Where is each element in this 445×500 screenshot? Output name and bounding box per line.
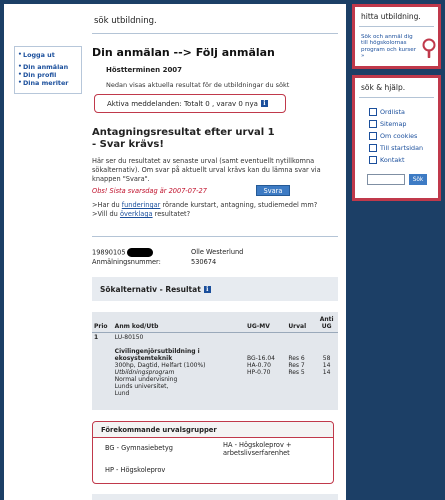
overklaga-link[interactable]: överklaga xyxy=(119,210,153,218)
sitemap-icon xyxy=(369,120,377,128)
bullet-icon: • xyxy=(18,71,22,78)
col-prio: Prio xyxy=(94,323,108,330)
table-row: 1 LU-80150 xyxy=(94,334,144,341)
hitta-link[interactable]: Sök och anmäl dig till högskolornas program och kurser » xyxy=(361,34,417,60)
nav-application[interactable]: • Din anmälan xyxy=(18,63,69,71)
questions: >Har du funderingar rörande kurstart, antagning, studiemedel mm? >Vill du överklaga resultatet? xyxy=(92,201,318,218)
help-links xyxy=(369,106,423,166)
table-row: Civilingenjörsutbildning i ekosystemteknik 300hp, Dagtid, Helfart (100%) Utbildningsprogram Normal undervisning Lunds universitet, Lund BG-16.04 HA-0.70 HP-0.70 Res 6 Res 7 Res 5 58 14 14 xyxy=(114,348,331,397)
hitta-title: hitta utbildning. xyxy=(361,12,421,21)
result-text: Här ser du resultatet av senaste urval (samt eventuellt nytillkomna sökalternativ). Om svar på aktuellt urval krävs kan du lämna svar via knappen "Svara". xyxy=(92,157,321,183)
left-nav xyxy=(14,46,82,94)
svara-button[interactable]: Svara xyxy=(256,185,290,196)
program-name: Civilingenjörsutbildning i ekosystemteknik xyxy=(114,348,200,362)
link-startsidan[interactable]: Till startsidan xyxy=(369,142,423,154)
info-icon[interactable]: i xyxy=(261,100,268,107)
book-icon xyxy=(369,108,377,116)
group-ha: HA - Högskoleprov + arbetslivserfarenhet xyxy=(223,441,292,457)
group-bg: BG - Gymnasiebetyg xyxy=(105,444,173,452)
page-title: Din anmälan --> Följ anmälan xyxy=(92,46,275,59)
site-title: sök utbildning. xyxy=(94,16,157,26)
main-content xyxy=(84,4,346,500)
sok-hjalp-box xyxy=(352,75,441,201)
divider xyxy=(92,33,338,34)
document-icon xyxy=(369,132,377,140)
col-code: Anm kod/Utb xyxy=(114,323,159,330)
search-button[interactable]: Sök xyxy=(409,174,427,185)
person-id: 19890105 xyxy=(92,248,126,257)
funderingar-link[interactable]: funderingar xyxy=(121,201,161,209)
nav-merits[interactable]: • Dina meriter xyxy=(18,79,69,87)
link-kontakt[interactable]: Kontakt xyxy=(369,154,423,166)
hitta-utbildning-box[interactable] xyxy=(352,4,441,69)
footer-strip xyxy=(92,494,338,500)
applicant-info xyxy=(92,248,332,267)
bullet-icon: • xyxy=(18,51,22,58)
group-hp: HP - Högskoleprov xyxy=(105,466,166,474)
col-urval: Urval xyxy=(288,323,307,330)
bullet-icon: • xyxy=(18,63,22,70)
mail-icon xyxy=(369,156,377,164)
divider xyxy=(359,26,434,27)
divider xyxy=(359,97,434,98)
link-cookies[interactable]: Om cookies xyxy=(369,130,423,142)
link-sitemap[interactable]: Sitemap xyxy=(369,118,423,130)
term-label: Höstterminen 2007 xyxy=(106,66,183,74)
person-name: Olle Westerlund xyxy=(191,248,244,256)
results-table xyxy=(92,312,338,410)
info-icon[interactable]: i xyxy=(204,286,211,293)
redaction-mask xyxy=(127,248,153,257)
nav-logout[interactable]: • Logga ut xyxy=(18,51,55,59)
active-messages-box[interactable]: Aktiva meddelanden: Totalt 0 , varav 0 nya i xyxy=(94,94,286,113)
application-label: Anmälningsnummer: xyxy=(92,257,161,266)
divider xyxy=(92,236,338,237)
search-input[interactable] xyxy=(367,174,405,185)
selection-groups-header: Förekommande urvalsgrupper xyxy=(93,422,333,438)
sokalternativ-header: Sökalternativ - Resultat i xyxy=(92,277,338,301)
col-ugmv: UG-MV xyxy=(246,323,270,330)
bullet-icon: • xyxy=(18,79,22,86)
selection-groups-box xyxy=(92,421,334,484)
intro-text: Nedan visas aktuella resultat för de utbildningar du sökt xyxy=(106,81,290,89)
col-anti: Anti UG xyxy=(319,316,334,330)
application-number: 530674 xyxy=(191,257,217,266)
home-icon xyxy=(369,144,377,152)
magnifier-icon[interactable] xyxy=(421,38,437,58)
link-ordlista[interactable]: Ordlista xyxy=(369,106,423,118)
nav-profile[interactable]: • Din profil xyxy=(18,71,57,79)
deadline-notice: Obs! Sista svarsdag är 2007-07-27 xyxy=(92,187,207,195)
left-column xyxy=(4,4,84,500)
sok-title: sök & hjälp. xyxy=(361,83,406,92)
result-title: Antagningsresultat efter urval 1 - Svar krävs! xyxy=(92,127,275,150)
